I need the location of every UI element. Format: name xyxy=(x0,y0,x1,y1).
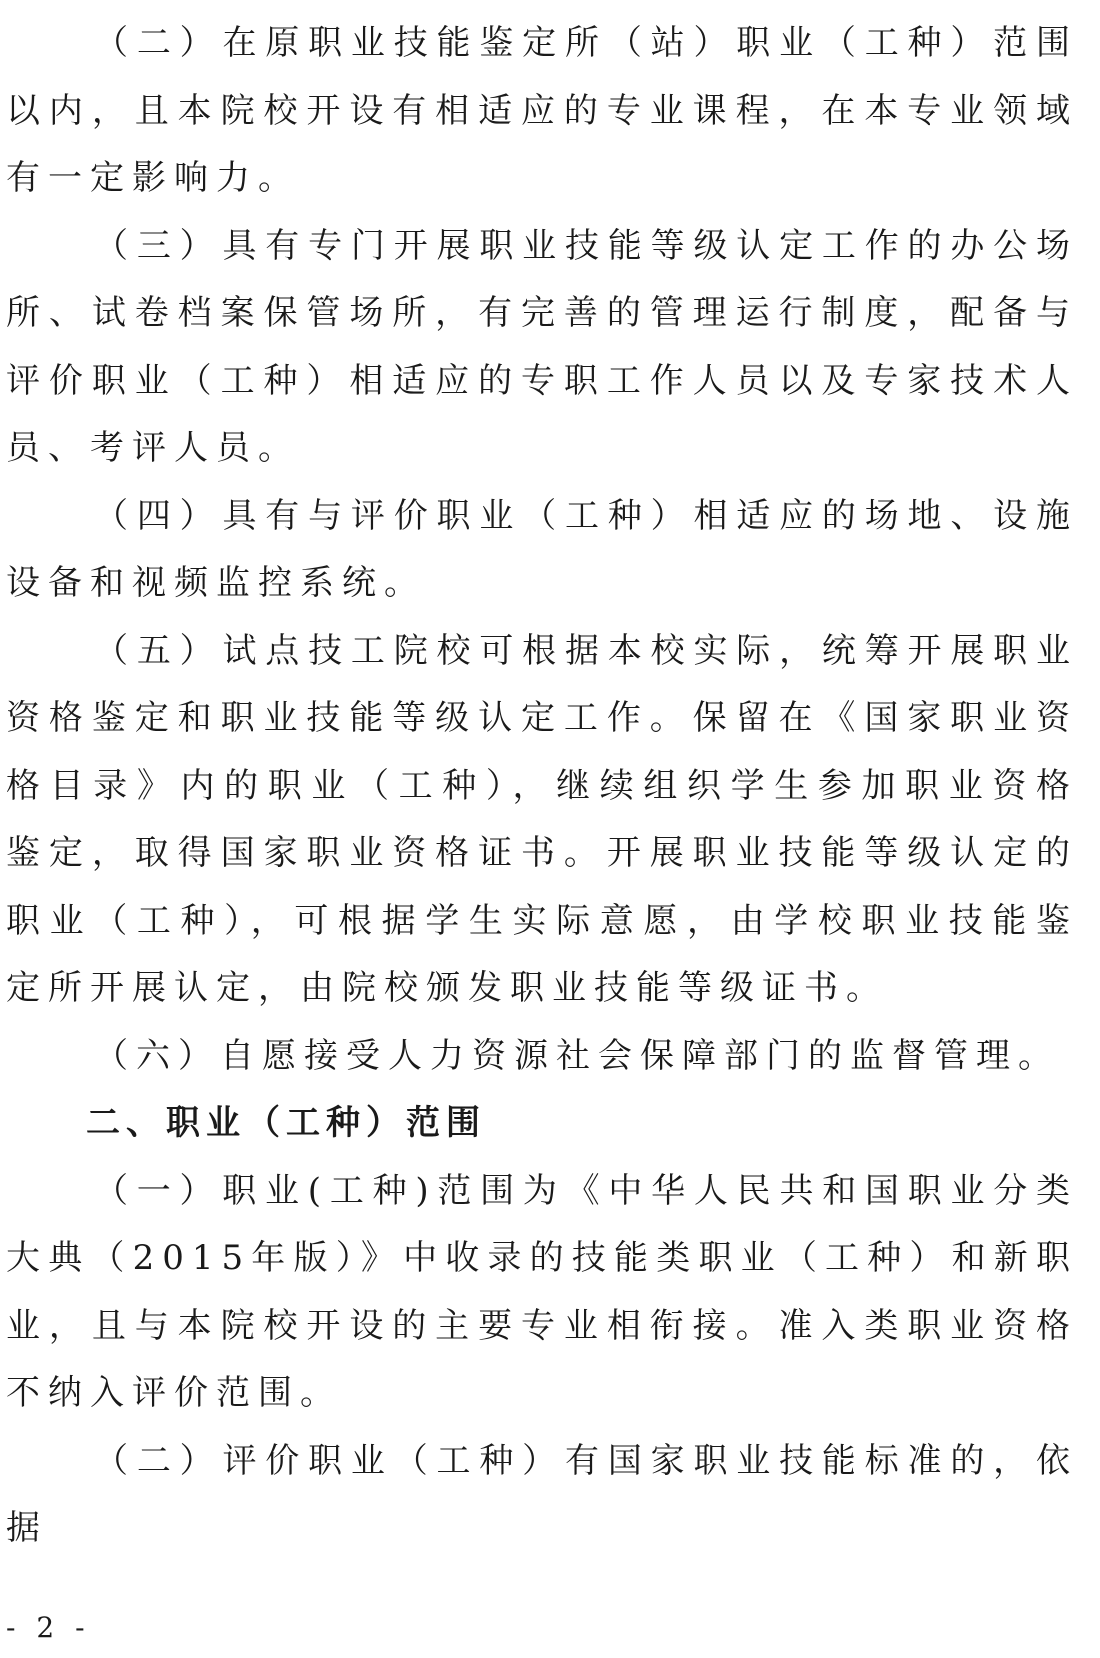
paragraph-item-5: （五）试点技工院校可根据本校实际，统筹开展职业资格鉴定和职业技能等级认定工作。保留在《国家职业资格目录》内的职业（工种），继续组织学生参加职业资格鉴定，取得国家职业资格证书。开展职业技能等级认定的职业（工种），可根据学生实际意愿，由学校职业技能鉴定所开展认定，由院校颁发职业技能等级证书。 xyxy=(6,630,1078,1008)
paragraph-item-2: （二）在原职业技能鉴定所（站）职业（工种）范围以内，且本院校开设有相适应的专业课程，在本专业领域有一定影响力。 xyxy=(6,23,1078,198)
paragraph-item-3: （三）具有专门开展职业技能等级认定工作的办公场所、试卷档案保管场所，有完善的管理运行制度，配备与评价职业（工种）相适应的专职工作人员以及专家技术人员、考评人员。 xyxy=(6,225,1078,468)
paragraph-item-4: （四）具有与评价职业（工种）相适应的场地、设施设备和视频监控系统。 xyxy=(6,495,1078,603)
section-paragraph-1: （一）职业(工种)范围为《中华人民共和国职业分类大典（2015年版）》中收录的技能类职业（工种）和新职业，且与本院校开设的主要专业相衔接。准入类职业资格不纳入评价范围。 xyxy=(6,1170,1078,1413)
document-body xyxy=(6,10,1078,1563)
page-number: - 2 - xyxy=(6,1611,91,1644)
section-heading: 二、职业（工种）范围 xyxy=(86,1103,486,1143)
section-paragraph-2: （二）评价职业（工种）有国家职业技能标准的，依据 xyxy=(6,1440,1078,1548)
paragraph-item-6: （六）自愿接受人力资源社会保障部门的监督管理。 xyxy=(94,1035,1060,1076)
